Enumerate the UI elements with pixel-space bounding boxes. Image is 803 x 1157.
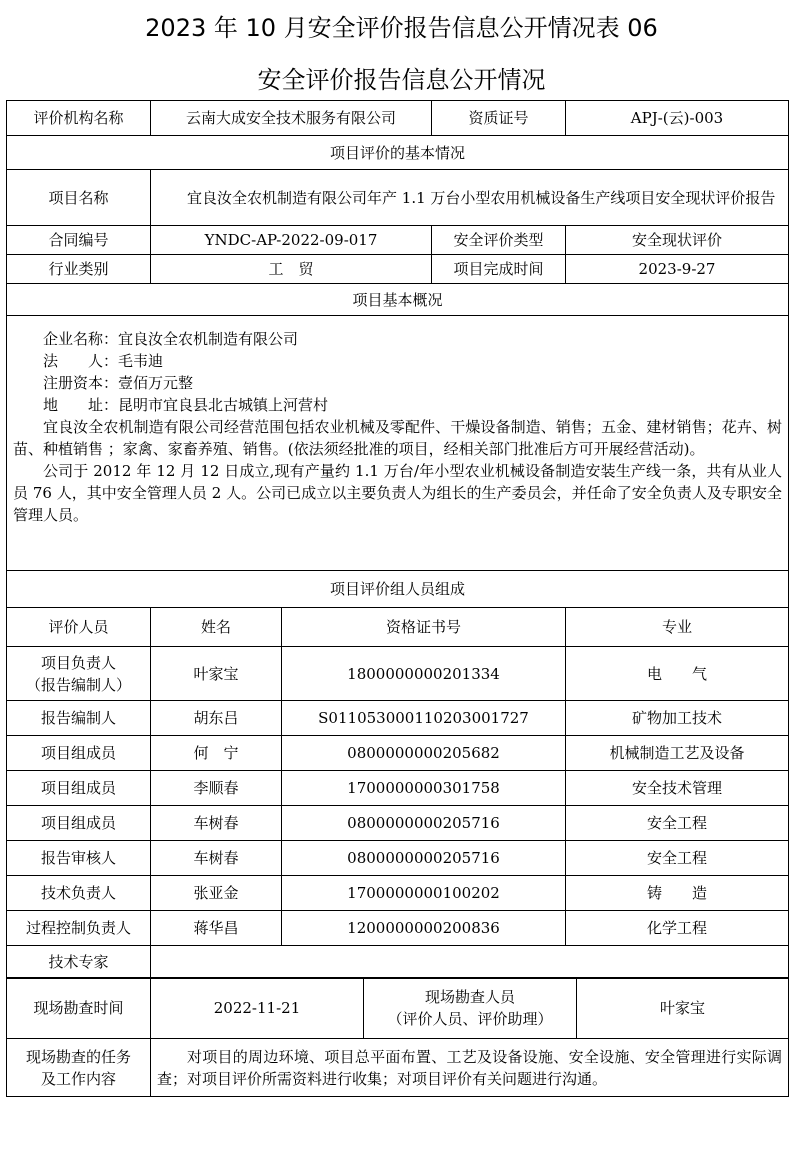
member-role: 项目组成员	[7, 771, 151, 806]
member-name: 李顺春	[151, 771, 282, 806]
table-row	[7, 876, 789, 911]
basic-section-header: 项目评价的基本情况	[7, 136, 789, 170]
table-row	[7, 841, 789, 876]
survey-task-value	[151, 1039, 789, 1097]
member-cert: 0800000000205716	[282, 806, 566, 841]
survey-time-value: 2022-11-21	[151, 978, 364, 1039]
overview-line-capital: 注册资本：壹佰万元整	[43, 374, 194, 392]
survey-table	[6, 977, 789, 1097]
member-major: 铸 造	[566, 876, 789, 911]
member-major: 安全技术管理	[566, 771, 789, 806]
member-major: 化学工程	[566, 911, 789, 946]
member-role: 项目组成员	[7, 806, 151, 841]
team-header: 项目评价组人员组成	[7, 571, 789, 608]
member-name: 蒋华昌	[151, 911, 282, 946]
column-header: 姓名	[151, 608, 282, 647]
member-name: 何 宁	[151, 736, 282, 771]
column-header: 专业	[566, 608, 789, 647]
member-major: 电 气	[566, 647, 789, 701]
overview-line-company: 企业名称：宜良汝全农机制造有限公司	[43, 330, 299, 348]
expert-label: 技术专家	[7, 946, 151, 979]
member-cert: 0800000000205682	[282, 736, 566, 771]
member-cert: S011053000110203001727	[282, 701, 566, 736]
type-value: 安全现状评价	[566, 226, 789, 255]
member-role: 技术负责人	[7, 876, 151, 911]
table-row	[7, 701, 789, 736]
overview-line-address: 地 址：昆明市宜良县北古城镇上河营村	[43, 396, 329, 414]
table-row	[7, 806, 789, 841]
member-cert: 1200000000200836	[282, 911, 566, 946]
org-label: 评价机构名称	[7, 101, 151, 136]
member-major: 安全工程	[566, 841, 789, 876]
member-role: 报告编制人	[7, 701, 151, 736]
page-subtitle: 安全评价报告信息公开情况	[257, 66, 546, 94]
member-role: 过程控制负责人	[7, 911, 151, 946]
table-row	[7, 911, 789, 946]
overview-body	[7, 316, 789, 571]
cert-value: APJ-(云)-003	[566, 101, 789, 136]
industry-label: 行业类别	[7, 255, 151, 284]
overview-paragraph-company: 公司于 2012 年 12 月 12 日成立,现有产量约 1.1 万台/年小型农业机械设备制造安装生产线一条，共有从业人员 76 人，其中安全管理人员 2 人。公司已成立以主要负责人为组长的生产委员会，并任命了安全负责人及专职安全管理人员。	[13, 462, 783, 524]
survey-people-value: 叶家宝	[577, 978, 789, 1039]
survey-task-text: 对项目的周边环境、项目总平面布置、工艺及设备设施、安全设施、安全管理进行实际调查；对项目评价所需资料进行收集；对项目评价有关问题进行沟通。	[157, 1047, 782, 1088]
table-row	[7, 647, 789, 701]
project-name-label: 项目名称	[7, 170, 151, 226]
page-title: 2023 年 10 月安全评价报告信息公开情况表 06	[145, 14, 658, 42]
expert-value	[151, 946, 789, 979]
table-row	[7, 736, 789, 771]
member-cert: 0800000000205716	[282, 841, 566, 876]
column-header: 评价人员	[7, 608, 151, 647]
table-row	[7, 771, 789, 806]
member-cert: 1800000000201334	[282, 647, 566, 701]
survey-people-label: 现场勘查人员 （评价人员、评价助理）	[364, 978, 577, 1039]
survey-task-label: 现场勘查的任务 及工作内容	[7, 1039, 151, 1097]
member-role: 项目组成员	[7, 736, 151, 771]
column-header: 资格证书号	[282, 608, 566, 647]
member-major: 机械制造工艺及设备	[566, 736, 789, 771]
info-table	[6, 100, 789, 979]
survey-time-label: 现场勘查时间	[7, 978, 151, 1039]
member-name: 张亚金	[151, 876, 282, 911]
overview-header: 项目基本概况	[7, 284, 789, 316]
cert-label: 资质证号	[432, 101, 566, 136]
overview-line-legal: 法 人：毛韦迪	[43, 352, 164, 370]
member-name: 叶家宝	[151, 647, 282, 701]
contract-label: 合同编号	[7, 226, 151, 255]
member-role: 项目负责人 （报告编制人）	[7, 647, 151, 701]
member-major: 安全工程	[566, 806, 789, 841]
contract-value: YNDC-AP-2022-09-017	[151, 226, 432, 255]
complete-value: 2023-9-27	[566, 255, 789, 284]
org-value: 云南大成安全技术服务有限公司	[151, 101, 432, 136]
member-cert: 1700000000100202	[282, 876, 566, 911]
industry-value: 工 贸	[151, 255, 432, 284]
member-name: 车树春	[151, 841, 282, 876]
member-name: 胡东吕	[151, 701, 282, 736]
member-cert: 1700000000301758	[282, 771, 566, 806]
project-name-text: 宜良汝全农机制造有限公司年产 1.1 万台小型农用机械设备生产线项目安全现状评价报告	[187, 188, 776, 207]
member-name: 车树春	[151, 806, 282, 841]
member-major: 矿物加工技术	[566, 701, 789, 736]
type-label: 安全评价类型	[432, 226, 566, 255]
complete-label: 项目完成时间	[432, 255, 566, 284]
project-name-value	[151, 170, 789, 226]
overview-paragraph-scope: 宜良汝全农机制造有限公司经营范围包括农业机械及零配件、干燥设备制造、销售；五金、建材销售；花卉、树苗、种植销售 ；家禽、家畜养殖、销售。(依法须经批准的项目，经相关部门批准后方可开展经营活动)。	[13, 418, 783, 458]
member-role: 报告审核人	[7, 841, 151, 876]
